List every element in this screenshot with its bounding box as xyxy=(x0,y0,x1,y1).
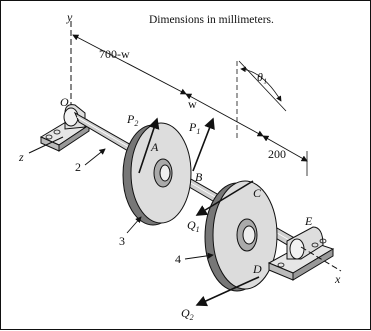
x-axis-label: x xyxy=(335,272,341,286)
force-p1-label: $P_1$ xyxy=(189,120,201,136)
point-b-label: B xyxy=(195,170,203,184)
mechanism-diagram xyxy=(1,1,371,331)
disk-3 xyxy=(123,123,191,225)
dim-line-700w xyxy=(73,35,186,94)
leader-part-3 xyxy=(127,217,141,233)
part-4-label: 4 xyxy=(175,252,181,266)
dim-label-w: w xyxy=(188,97,197,111)
force-q2-label: $Q_2$ xyxy=(181,306,194,322)
point-a-label: A xyxy=(151,140,159,154)
y-axis-label: y xyxy=(67,10,73,24)
z-axis-label: z xyxy=(19,150,24,164)
point-o-label: O xyxy=(60,95,69,109)
point-d-label: D xyxy=(253,262,262,276)
leader-part-2 xyxy=(85,149,105,165)
angle-label: θ₁ xyxy=(257,70,268,84)
force-p2-label: $P_2$ xyxy=(127,112,139,128)
disk-4 xyxy=(205,181,277,291)
part-2-label: 2 xyxy=(75,160,81,174)
force-q1-label: $Q_1$ xyxy=(187,218,200,234)
point-e-label: E xyxy=(305,214,313,228)
title-text: Dimensions in millimeters. xyxy=(149,14,274,26)
point-c-label: C xyxy=(253,186,262,200)
dim-label-200: 200 xyxy=(268,147,286,161)
dim-label-700w: 700-w xyxy=(99,47,130,61)
part-3-label: 3 xyxy=(119,234,125,248)
angle-force-line xyxy=(239,61,286,111)
